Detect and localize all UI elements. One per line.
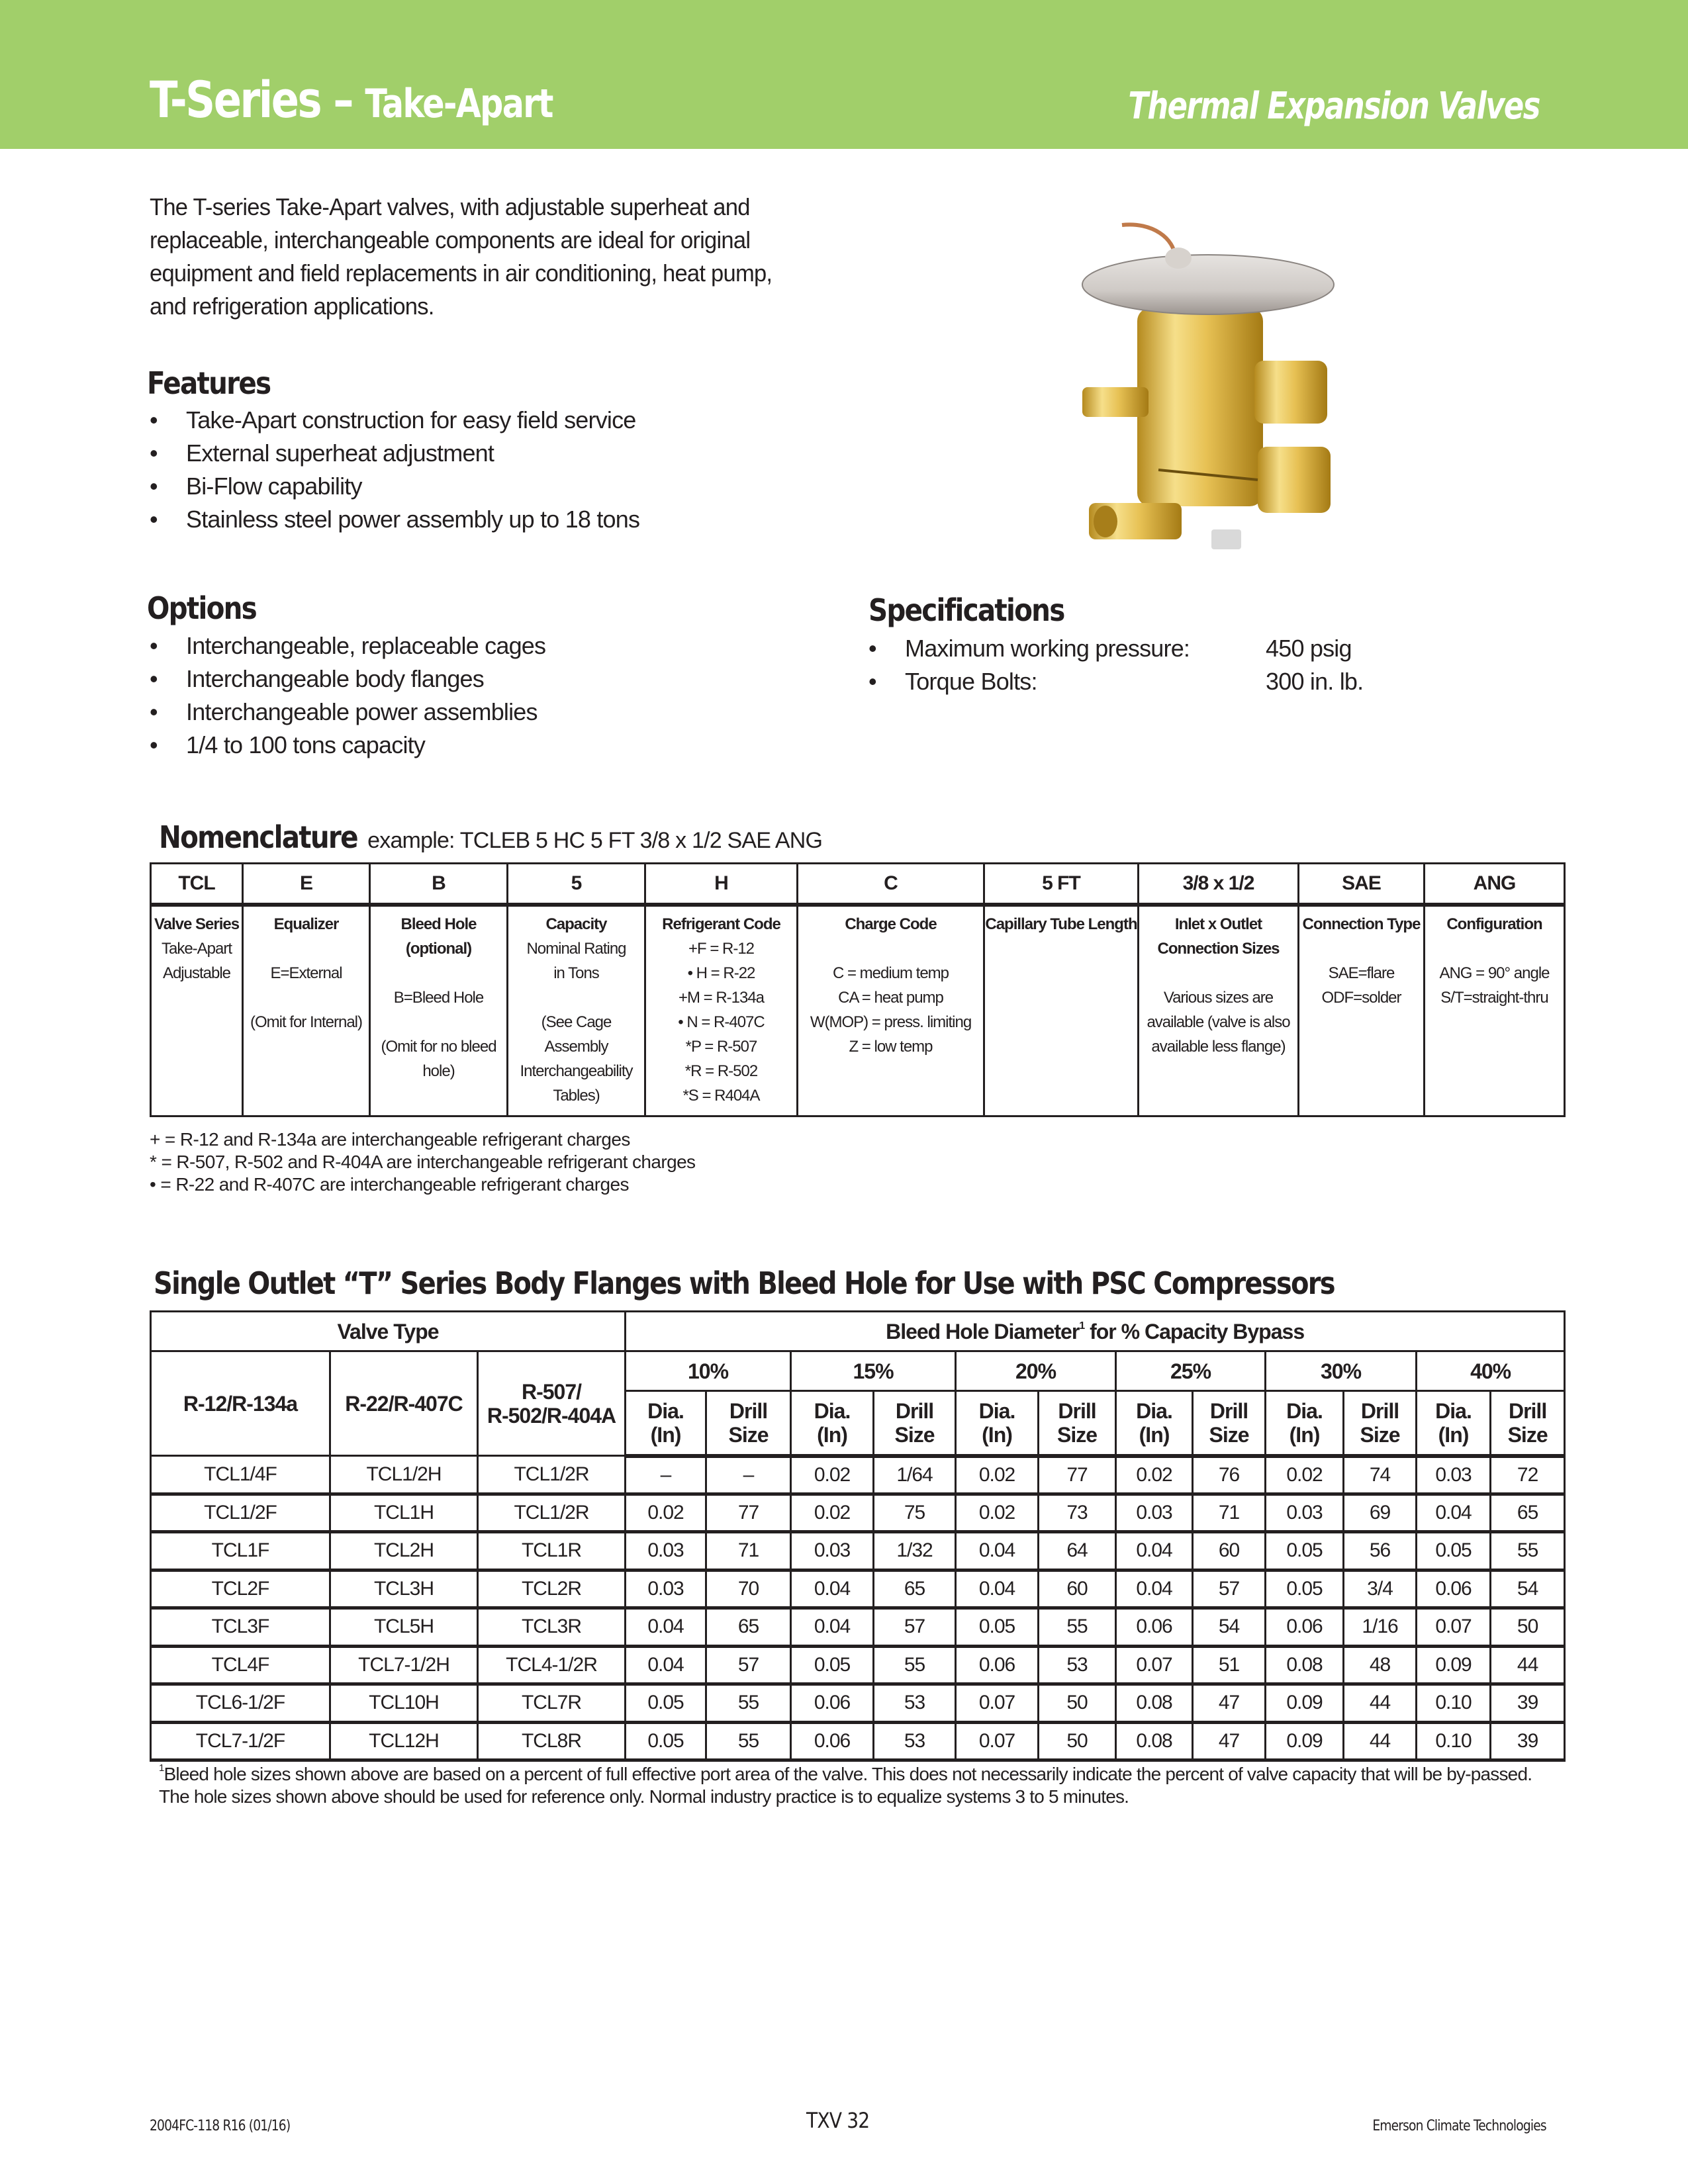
drill-header: Drill Size — [1491, 1391, 1565, 1456]
table-cell: 0.04 — [1116, 1570, 1193, 1608]
table-cell: 0.07 — [1417, 1608, 1491, 1647]
group-header-row — [151, 1312, 1565, 1351]
desc-cell-bleed-hole — [370, 905, 508, 1116]
desc-line: Various sizes are — [1163, 988, 1274, 1007]
table-cell: 0.06 — [1266, 1608, 1344, 1647]
table-cell: TCL1/2H — [330, 1456, 478, 1494]
desc-label: Charge Code — [845, 915, 937, 933]
table-cell: 55 — [706, 1722, 791, 1760]
nomenclature-desc-row — [151, 905, 1565, 1116]
nomenclature-title: Nomenclature — [159, 819, 357, 855]
table-cell: 0.02 — [626, 1494, 706, 1532]
nomenclature-heading — [159, 819, 822, 855]
table-cell: 51 — [1193, 1646, 1266, 1684]
code-cell: 5 — [508, 864, 645, 905]
table-cell: TCL3H — [330, 1570, 478, 1608]
table-cell: 0.04 — [956, 1570, 1039, 1608]
table-cell: 69 — [1344, 1494, 1417, 1532]
product-category: Thermal Expansion Valves — [1128, 85, 1540, 128]
table-row — [151, 1494, 1565, 1532]
desc-line: Adjustable — [162, 964, 231, 982]
desc-cell-connection-sizes — [1139, 905, 1299, 1116]
percent-header: 10% — [626, 1351, 791, 1391]
table-cell: TCL1R — [478, 1532, 626, 1570]
drill-header: Drill Size — [1344, 1391, 1417, 1456]
document-code: 2004FC-118 R16 (01/16) — [150, 2118, 291, 2134]
dia-header: Dia. (In) — [956, 1391, 1039, 1456]
title-main: T-Series – — [150, 70, 365, 129]
table-cell: TCL7-1/2F — [151, 1722, 330, 1760]
desc-line: in Tons — [553, 964, 599, 982]
table-cell: TCL4F — [151, 1646, 330, 1684]
desc-line: ANG = 90° angle — [1439, 964, 1550, 982]
table-cell: TCL8R — [478, 1722, 626, 1760]
title-sub: Take-Apart — [365, 81, 553, 127]
desc-line: SAE=flare — [1328, 964, 1395, 982]
intro-paragraph: The T-series Take-Apart valves, with adjustable superheat and replaceable, interchangeable components are ideal for original equipment and field replacements in air conditioning, heat pump, and refrigeration applications. — [150, 193, 773, 320]
table-cell: 0.02 — [1266, 1456, 1344, 1494]
table-cell: 0.09 — [1266, 1684, 1344, 1723]
desc-cell-equalizer — [243, 905, 370, 1116]
table-cell: 1/64 — [874, 1456, 956, 1494]
table-cell: 0.02 — [791, 1456, 874, 1494]
table-row — [151, 1608, 1565, 1647]
table-cell: 0.06 — [791, 1684, 874, 1723]
table-cell: 50 — [1039, 1722, 1116, 1760]
specifications-list — [868, 632, 1398, 698]
code-cell: 3/8 x 1/2 — [1139, 864, 1299, 905]
table-cell: 0.02 — [956, 1494, 1039, 1532]
list-item: • 1/4 to 100 tons capacity — [150, 729, 545, 762]
table-cell: 0.08 — [1266, 1646, 1344, 1684]
table-cell: 55 — [1491, 1532, 1565, 1570]
desc-line: Assembly — [544, 1037, 608, 1056]
table-cell: 0.03 — [1417, 1456, 1491, 1494]
table-cell: 53 — [1039, 1646, 1116, 1684]
dia-header: Dia. (In) — [1116, 1391, 1193, 1456]
list-item: • Bi-Flow capability — [150, 470, 639, 503]
desc-label: Refrigerant Code — [662, 915, 780, 933]
col-header-r12: R-12/R-134a — [151, 1351, 330, 1456]
table-cell: 77 — [1039, 1456, 1116, 1494]
code-cell: C — [798, 864, 984, 905]
options-list — [150, 629, 545, 762]
table-cell: 0.05 — [1266, 1570, 1344, 1608]
table-cell: 44 — [1344, 1684, 1417, 1723]
table-cell: 0.06 — [1417, 1570, 1491, 1608]
page-title — [150, 70, 553, 129]
desc-label: Capillary Tube Length — [985, 915, 1137, 933]
table-cell: 44 — [1491, 1646, 1565, 1684]
desc-label: Configuration — [1446, 915, 1542, 933]
table-cell: 0.02 — [1116, 1456, 1193, 1494]
desc-label: Connection Sizes — [1157, 939, 1280, 958]
table-cell: TCL5H — [330, 1608, 478, 1647]
nomenclature-table — [150, 862, 1566, 1117]
table-cell: 73 — [1039, 1494, 1116, 1532]
percent-header: 15% — [791, 1351, 956, 1391]
table-cell: 0.04 — [791, 1570, 874, 1608]
table-cell: TCL1/2R — [478, 1494, 626, 1532]
table-cell: TCL3R — [478, 1608, 626, 1647]
dia-header: Dia. (In) — [626, 1391, 706, 1456]
table-cell: 0.04 — [791, 1608, 874, 1647]
desc-line: CA = heat pump — [838, 988, 943, 1007]
desc-label: Bleed Hole — [400, 915, 477, 933]
table-cell: 0.06 — [791, 1722, 874, 1760]
bleed-label-tail: for % Capacity Bypass — [1084, 1319, 1305, 1343]
percent-header: 25% — [1116, 1351, 1266, 1391]
table-cell: 0.05 — [626, 1684, 706, 1723]
table-cell: 0.05 — [626, 1722, 706, 1760]
percent-header: 30% — [1266, 1351, 1417, 1391]
col-header-r507 — [478, 1351, 626, 1456]
table-cell: 0.03 — [1116, 1494, 1193, 1532]
table-cell: 75 — [874, 1494, 956, 1532]
company-name: Emerson Climate Technologies — [1372, 2118, 1546, 2134]
table-cell: 44 — [1344, 1722, 1417, 1760]
table-cell: – — [706, 1456, 791, 1494]
spec-item — [868, 665, 1398, 698]
note-line: * = R-507, R-502 and R-404A are interchangeable refrigerant charges — [150, 1152, 696, 1172]
header-line: R-502/R-404A — [487, 1403, 616, 1428]
desc-line: Tables) — [553, 1086, 600, 1105]
desc-label: Equalizer — [273, 915, 339, 933]
desc-line: (Omit for Internal) — [250, 1013, 363, 1031]
code-cell: 5 FT — [984, 864, 1139, 905]
table-cell: 0.06 — [956, 1646, 1039, 1684]
desc-line: W(MOP) = press. limiting — [810, 1013, 972, 1031]
table-cell: 53 — [874, 1722, 956, 1760]
table-cell: 65 — [874, 1570, 956, 1608]
table-cell: 47 — [1193, 1684, 1266, 1723]
table-cell: 0.02 — [791, 1494, 874, 1532]
table-cell: TCL1H — [330, 1494, 478, 1532]
table-cell: 64 — [1039, 1532, 1116, 1570]
list-item: • Take-Apart construction for easy field service — [150, 404, 639, 437]
desc-line: hole) — [422, 1062, 455, 1080]
note-line: + = R-12 and R-134a are interchangeable refrigerant charges — [150, 1129, 630, 1150]
nomenclature-example: example: TCLEB 5 HC 5 FT 3/8 x 1/2 SAE ANG — [367, 828, 823, 853]
table-cell: 0.07 — [956, 1684, 1039, 1723]
table-cell: 0.09 — [1266, 1722, 1344, 1760]
table-cell: 0.08 — [1116, 1684, 1193, 1723]
table-cell: 1/16 — [1344, 1608, 1417, 1647]
code-cell: E — [243, 864, 370, 905]
dia-header: Dia. (In) — [791, 1391, 874, 1456]
bleed-footnote — [159, 1763, 1562, 1808]
desc-line: *R = R-502 — [684, 1062, 758, 1080]
drill-header: Drill Size — [874, 1391, 956, 1456]
spec-item — [868, 632, 1398, 665]
table-cell: TCL7-1/2H — [330, 1646, 478, 1684]
table-cell: TCL1F — [151, 1532, 330, 1570]
table-cell: 48 — [1344, 1646, 1417, 1684]
desc-cell-refrigerant-code — [645, 905, 798, 1116]
table-cell: 65 — [706, 1608, 791, 1647]
desc-cell-configuration — [1425, 905, 1565, 1116]
refrigerant-notes — [150, 1128, 695, 1196]
features-heading: Features — [147, 365, 271, 401]
page-number: TXV 32 — [806, 2108, 870, 2133]
footnote-text: Bleed hole sizes shown above are based on a percent of full effective port area of the valve. This does not necessarily indicate the percent of valve capacity that will be by-passed. The hole sizes shown above should be used for reference only. Normal industry practice is to equalize systems 3 to 5 minutes. — [159, 1764, 1532, 1807]
valve-type-header: Valve Type — [151, 1312, 626, 1351]
table-cell: 65 — [1491, 1494, 1565, 1532]
table-cell: 0.05 — [1417, 1532, 1491, 1570]
desc-label: Valve Series — [154, 915, 240, 933]
desc-line: Interchangeability — [520, 1062, 633, 1080]
table-cell: 53 — [874, 1684, 956, 1723]
desc-label: Capacity — [545, 915, 607, 933]
table-cell: 77 — [706, 1494, 791, 1532]
desc-label: (optional) — [405, 939, 472, 958]
percent-header-row — [151, 1351, 1565, 1391]
specifications-heading: Specifications — [868, 592, 1064, 628]
table-cell: 54 — [1491, 1570, 1565, 1608]
table-cell: 39 — [1491, 1722, 1565, 1760]
table-cell: 0.04 — [626, 1646, 706, 1684]
desc-line: C = medium temp — [832, 964, 949, 982]
table-cell: 57 — [874, 1608, 956, 1647]
flanges-table-body — [151, 1456, 1565, 1760]
nomenclature-code-row — [151, 864, 1565, 905]
options-heading: Options — [147, 590, 257, 626]
table-cell: 0.10 — [1417, 1722, 1491, 1760]
list-item: • Interchangeable power assemblies — [150, 696, 545, 729]
desc-cell-capillary-length — [984, 905, 1139, 1116]
spec-label: Torque Bolts: — [905, 668, 1037, 695]
desc-line: B=Bleed Hole — [393, 988, 484, 1007]
table-row — [151, 1456, 1565, 1494]
table-cell: 0.03 — [1266, 1494, 1344, 1532]
table-cell: 0.04 — [626, 1608, 706, 1647]
header-banner — [0, 0, 1688, 149]
table-row — [151, 1532, 1565, 1570]
code-cell: H — [645, 864, 798, 905]
drill-header: Drill Size — [1193, 1391, 1266, 1456]
header-line: R-507/ — [521, 1379, 582, 1404]
desc-line: Nominal Rating — [526, 939, 626, 958]
table-cell: 0.04 — [956, 1532, 1039, 1570]
table-cell: TCL2H — [330, 1532, 478, 1570]
table-cell: 70 — [706, 1570, 791, 1608]
table-cell: TCL3F — [151, 1608, 330, 1647]
desc-cell-charge-code — [798, 905, 984, 1116]
dia-header: Dia. (In) — [1417, 1391, 1491, 1456]
note-line: • = R-22 and R-407C are interchangeable refrigerant charges — [150, 1174, 629, 1195]
desc-line: *S = R404A — [682, 1086, 760, 1105]
desc-label: Connection Type — [1302, 915, 1421, 933]
percent-header: 20% — [956, 1351, 1116, 1391]
table-cell: TCL12H — [330, 1722, 478, 1760]
desc-line: • N = R-407C — [678, 1013, 765, 1031]
desc-line: (See Cage — [541, 1013, 612, 1031]
table-cell: 0.08 — [1116, 1722, 1193, 1760]
table-cell: 1/32 — [874, 1532, 956, 1570]
table-cell: 60 — [1039, 1570, 1116, 1608]
table-cell: 56 — [1344, 1532, 1417, 1570]
table-cell: 74 — [1344, 1456, 1417, 1494]
flanges-heading: Single Outlet “T” Series Body Flanges with Bleed Hole for Use with PSC Compressors — [154, 1265, 1335, 1301]
valve-photo-icon — [1059, 218, 1357, 556]
table-cell: 3/4 — [1344, 1570, 1417, 1608]
table-cell: 60 — [1193, 1532, 1266, 1570]
table-cell: 0.03 — [626, 1532, 706, 1570]
list-item: • External superheat adjustment — [150, 437, 639, 470]
spec-label: Maximum working pressure: — [905, 635, 1190, 662]
table-cell: 0.09 — [1417, 1646, 1491, 1684]
desc-cell-valve-series — [151, 905, 243, 1116]
percent-header: 40% — [1417, 1351, 1565, 1391]
table-cell: TCL1/4F — [151, 1456, 330, 1494]
table-cell: 0.10 — [1417, 1684, 1491, 1723]
desc-cell-connection-type — [1299, 905, 1425, 1116]
table-cell: 71 — [706, 1532, 791, 1570]
table-cell: 0.03 — [626, 1570, 706, 1608]
bleed-diameter-header — [626, 1312, 1565, 1351]
table-cell: 0.03 — [791, 1532, 874, 1570]
table-cell: TCL1/2F — [151, 1494, 330, 1532]
desc-line: • H = R-22 — [687, 964, 755, 982]
table-cell: TCL6-1/2F — [151, 1684, 330, 1723]
desc-line: +M = R-134a — [678, 988, 765, 1007]
table-cell: 0.04 — [1417, 1494, 1491, 1532]
table-cell: TCL7R — [478, 1684, 626, 1723]
table-cell: 55 — [706, 1684, 791, 1723]
table-cell: 72 — [1491, 1456, 1565, 1494]
desc-line: Z = low temp — [849, 1037, 933, 1056]
desc-cell-capacity — [508, 905, 645, 1116]
table-cell: 0.05 — [791, 1646, 874, 1684]
table-cell: TCL2F — [151, 1570, 330, 1608]
footnote-marker: 1 — [159, 1762, 164, 1774]
desc-line: ODF=solder — [1321, 988, 1401, 1007]
table-cell: 50 — [1039, 1684, 1116, 1723]
table-cell: 71 — [1193, 1494, 1266, 1532]
desc-line: Take-Apart — [161, 939, 232, 958]
desc-line: +F = R-12 — [688, 939, 755, 958]
table-cell: TCL10H — [330, 1684, 478, 1723]
table-row — [151, 1722, 1565, 1760]
features-list — [150, 404, 639, 536]
list-item: • Stainless steel power assembly up to 18 tons — [150, 503, 639, 536]
table-cell: 76 — [1193, 1456, 1266, 1494]
desc-line: (Omit for no bleed — [381, 1037, 496, 1056]
table-cell: 55 — [1039, 1608, 1116, 1647]
desc-line: available (valve is also — [1147, 1013, 1290, 1031]
table-cell: 0.05 — [956, 1608, 1039, 1647]
list-item: • Interchangeable, replaceable cages — [150, 629, 545, 662]
table-cell: 39 — [1491, 1684, 1565, 1723]
table-cell: 0.07 — [956, 1722, 1039, 1760]
table-cell: 0.07 — [1116, 1646, 1193, 1684]
footnote-marker: 1 — [1079, 1320, 1085, 1332]
desc-label: Inlet x Outlet — [1174, 915, 1262, 933]
dia-header: Dia. (In) — [1266, 1391, 1344, 1456]
code-cell: SAE — [1299, 864, 1425, 905]
table-cell: 0.06 — [1116, 1608, 1193, 1647]
list-item: • Interchangeable body flanges — [150, 662, 545, 696]
table-cell: 50 — [1491, 1608, 1565, 1647]
desc-line: S/T=straight-thru — [1440, 988, 1548, 1007]
table-cell: – — [626, 1456, 706, 1494]
table-row — [151, 1570, 1565, 1608]
code-cell: ANG — [1425, 864, 1565, 905]
col-header-r22: R-22/R-407C — [330, 1351, 478, 1456]
table-cell: 0.04 — [1116, 1532, 1193, 1570]
desc-line: available less flange) — [1151, 1037, 1286, 1056]
table-row — [151, 1684, 1565, 1723]
table-cell: TCL1/2R — [478, 1456, 626, 1494]
desc-line: E=External — [270, 964, 342, 982]
table-cell: TCL2R — [478, 1570, 626, 1608]
table-cell: TCL4-1/2R — [478, 1646, 626, 1684]
table-cell: 0.02 — [956, 1456, 1039, 1494]
table-cell: 47 — [1193, 1722, 1266, 1760]
table-cell: 57 — [706, 1646, 791, 1684]
desc-line: *P = R-507 — [685, 1037, 757, 1056]
drill-header: Drill Size — [706, 1391, 791, 1456]
spec-value: 450 psig — [1266, 635, 1352, 662]
code-cell: B — [370, 864, 508, 905]
table-cell: 57 — [1193, 1570, 1266, 1608]
code-cell: TCL — [151, 864, 243, 905]
drill-header: Drill Size — [1039, 1391, 1116, 1456]
bleed-label: Bleed Hole Diameter — [886, 1319, 1080, 1343]
spec-value: 300 in. lb. — [1266, 668, 1364, 695]
body-flanges-table — [150, 1310, 1566, 1762]
table-cell: 55 — [874, 1646, 956, 1684]
table-cell: 0.05 — [1266, 1532, 1344, 1570]
table-cell: 54 — [1193, 1608, 1266, 1647]
table-row — [151, 1646, 1565, 1684]
